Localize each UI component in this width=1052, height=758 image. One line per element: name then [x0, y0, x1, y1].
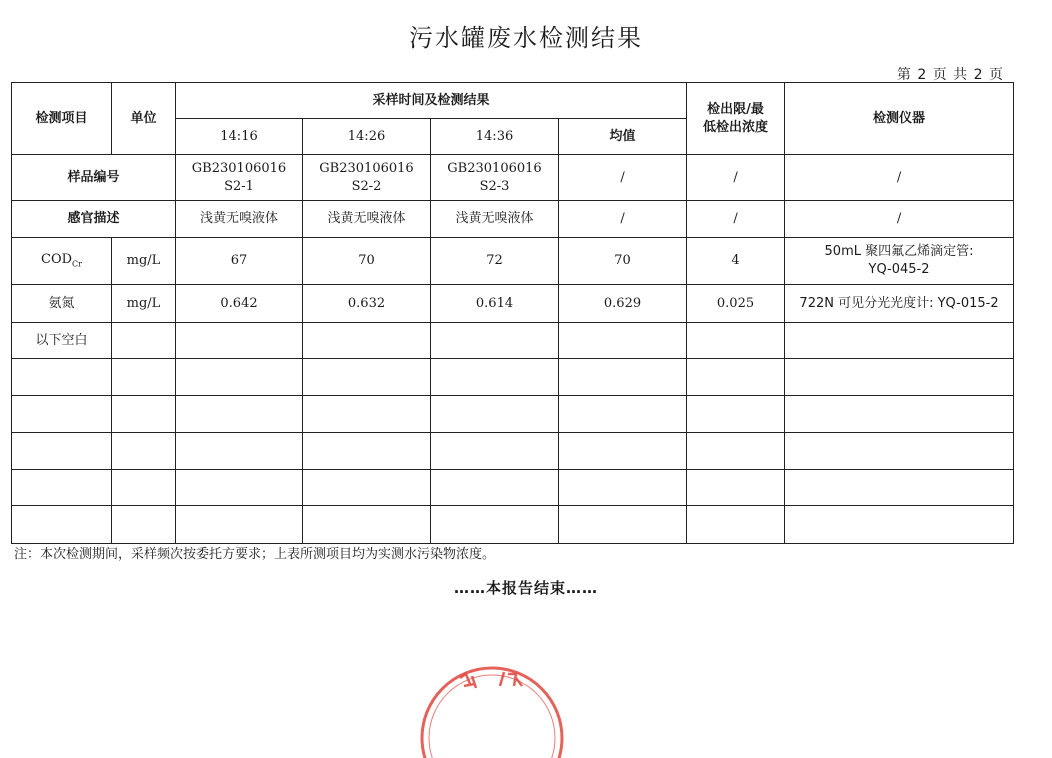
- header-unit: 单位: [112, 83, 176, 155]
- empty-cell: [176, 396, 303, 433]
- empty-cell: [687, 396, 785, 433]
- header-item: 检测项目: [12, 83, 112, 155]
- seal-marks: [460, 672, 522, 688]
- header-time-2: 14:26: [303, 119, 431, 155]
- empty-cell: [12, 470, 112, 506]
- sample-sub: S2-3: [479, 178, 510, 194]
- cod-item: [12, 238, 112, 285]
- empty-cell: [687, 323, 785, 359]
- sensory-cell: 浅黄无嗅液体: [176, 201, 303, 238]
- ammonia-instrument: 722N 可见分光光度计: YQ-015-2: [785, 285, 1014, 323]
- empty-row: [12, 359, 1014, 396]
- official-seal-icon: [412, 648, 572, 758]
- empty-cell: [785, 506, 1014, 544]
- empty-cell: [112, 470, 176, 506]
- header-time-1: 14:16: [176, 119, 303, 155]
- empty-row: [12, 396, 1014, 433]
- empty-cell: [559, 359, 687, 396]
- cod-mean: 70: [559, 238, 687, 285]
- empty-cell: [12, 506, 112, 544]
- sample-code: GB230106016: [447, 160, 542, 176]
- empty-cell: [303, 359, 431, 396]
- empty-cell: [303, 323, 431, 359]
- sample-cell-2: [303, 155, 431, 201]
- empty-cell: [431, 470, 559, 506]
- sample-cell-3: [431, 155, 559, 201]
- empty-cell: [176, 470, 303, 506]
- header-row-1: [12, 83, 1014, 119]
- ammonia-value: 0.642: [176, 285, 303, 323]
- empty-row: [12, 433, 1014, 470]
- ammonia-value: 0.614: [431, 285, 559, 323]
- sensory-limit: /: [687, 201, 785, 238]
- sample-sub: S2-1: [224, 178, 254, 194]
- empty-cell: [559, 323, 687, 359]
- cod-unit: mg/L: [112, 238, 176, 285]
- footnote: 注：本次检测期间，采样频次按委托方要求；上表所测项目均为实测水污染物浓度。: [14, 547, 496, 562]
- cod-instrument: [785, 238, 1014, 285]
- report-title: 污水罐废水检测结果: [409, 24, 643, 52]
- page-number: 第 2 页 共 2 页: [896, 67, 1004, 83]
- sample-limit: /: [687, 155, 785, 201]
- empty-cell: [176, 323, 303, 359]
- empty-cell: [431, 323, 559, 359]
- header-limit-line1: 检出限/最: [707, 101, 764, 117]
- empty-cell: [785, 323, 1014, 359]
- ammonia-limit: 0.025: [687, 285, 785, 323]
- empty-cell: [303, 506, 431, 544]
- empty-cell: [112, 359, 176, 396]
- header-time-3: 14:36: [431, 119, 559, 155]
- ammonia-value: 0.632: [303, 285, 431, 323]
- cod-item-main: COD: [41, 252, 73, 268]
- header-limit-line2: 低检出浓度: [703, 119, 769, 135]
- empty-cell: [431, 359, 559, 396]
- empty-cell: [559, 396, 687, 433]
- header-limit: [687, 83, 785, 155]
- ammonia-mean: 0.629: [559, 285, 687, 323]
- empty-cell: [431, 396, 559, 433]
- cod-limit: 4: [687, 238, 785, 285]
- empty-cell: [176, 359, 303, 396]
- sensory-instrument: /: [785, 201, 1014, 238]
- seal-ring: [422, 668, 562, 758]
- sample-row: [12, 155, 1014, 201]
- empty-cell: [12, 433, 112, 470]
- sensory-mean: /: [559, 201, 687, 238]
- sample-code: GB230106016: [191, 160, 287, 176]
- empty-cell: [785, 359, 1014, 396]
- empty-row: [12, 470, 1014, 506]
- empty-cell: [559, 470, 687, 506]
- empty-cell: [559, 506, 687, 544]
- empty-cell: [785, 470, 1014, 506]
- sensory-cell: 浅黄无嗅液体: [431, 201, 559, 238]
- header-sampling-group: 采样时间及检测结果: [176, 83, 687, 119]
- empty-cell: [303, 396, 431, 433]
- empty-cell: [112, 323, 176, 359]
- end-of-report: ……本报告结束……: [453, 579, 598, 597]
- sample-cell-1: [176, 155, 303, 201]
- empty-cell: [12, 396, 112, 433]
- cod-value: 72: [431, 238, 559, 285]
- cod-row: [12, 238, 1014, 285]
- sample-row-label: 样品编号: [12, 155, 176, 201]
- empty-cell: [12, 359, 112, 396]
- empty-cell: [431, 433, 559, 470]
- sensory-row-label: 感官描述: [12, 201, 176, 238]
- empty-cell: [176, 506, 303, 544]
- blank-label: 以下空白: [12, 323, 112, 359]
- header-instrument: 检测仪器: [785, 83, 1014, 155]
- results-table: [11, 82, 1014, 544]
- empty-cell: [687, 506, 785, 544]
- blank-label-row: [12, 323, 1014, 359]
- empty-cell: [559, 433, 687, 470]
- cod-value: 70: [303, 238, 431, 285]
- empty-cell: [687, 470, 785, 506]
- empty-cell: [785, 433, 1014, 470]
- empty-cell: [687, 433, 785, 470]
- empty-cell: [303, 470, 431, 506]
- header-mean: 均值: [559, 119, 687, 155]
- empty-cell: [687, 359, 785, 396]
- sample-sub: S2-2: [351, 178, 382, 194]
- cod-instrument-line2: YQ-045-2: [868, 262, 930, 277]
- empty-cell: [112, 506, 176, 544]
- ammonia-item: 氨氮: [12, 285, 112, 323]
- cod-value: 67: [176, 238, 303, 285]
- sample-mean: /: [559, 155, 687, 201]
- cod-instrument-line1: 50mL 聚四氟乙烯滴定管:: [824, 244, 974, 260]
- empty-cell: [112, 433, 176, 470]
- sample-instrument: /: [785, 155, 1014, 201]
- empty-cell: [112, 396, 176, 433]
- ammonia-unit: mg/L: [112, 285, 176, 323]
- empty-cell: [176, 433, 303, 470]
- empty-row: [12, 506, 1014, 544]
- cod-item-sub: Cr: [72, 259, 82, 269]
- sample-code: GB230106016: [319, 160, 414, 176]
- ammonia-row: [12, 285, 1014, 323]
- empty-cell: [303, 433, 431, 470]
- empty-cell: [431, 506, 559, 544]
- sensory-row: [12, 201, 1014, 238]
- sensory-cell: 浅黄无嗅液体: [303, 201, 431, 238]
- empty-cell: [785, 396, 1014, 433]
